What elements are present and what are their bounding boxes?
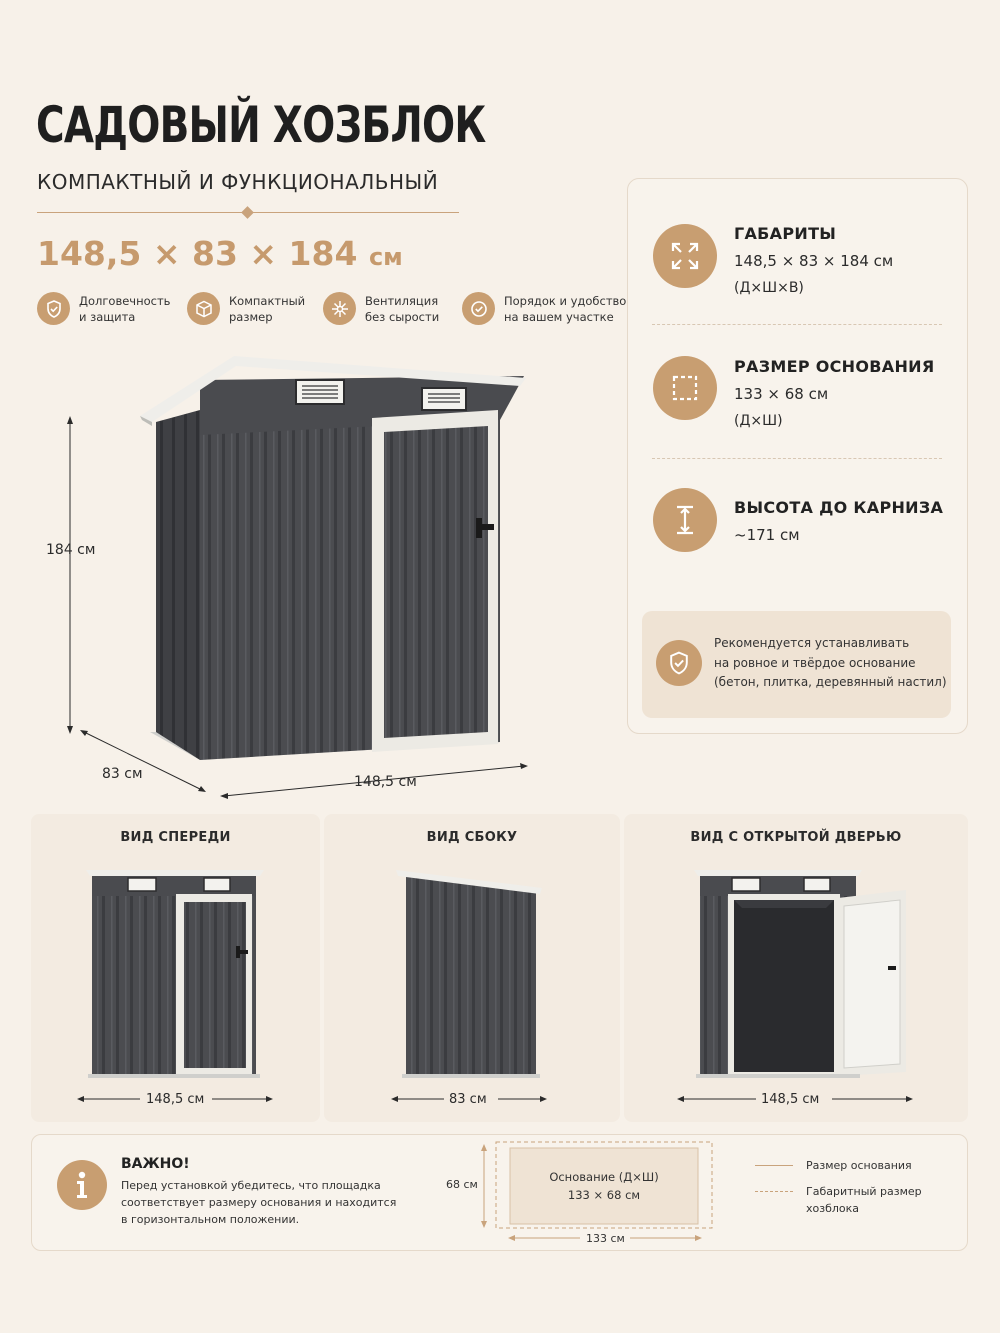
base-label: Основание (Д×Ш) [549,1170,659,1184]
view-open-title: ВИД С ОТКРЫТОЙ ДВЕРЬЮ [690,830,902,845]
eave-spec-value: ~171 см [734,526,800,544]
feature-label: Долговечность и защита [79,293,171,324]
overall-spec-sub: (Д×Ш×В) [734,280,804,296]
important-text: Перед установкой убедитесь, что площадка соответствует размеру основания и находится в горизонтальном положении. [121,1179,397,1226]
feature-label: Компактный размер [229,293,306,324]
feature-durability [37,292,170,325]
shed-front-view [74,866,278,1114]
dimensions-unit: см [368,243,403,271]
feature-label: Вентиляция без сырости [365,293,440,324]
view-side-dimension: 83 см [449,1092,487,1107]
feature-ventilation [323,292,439,325]
expand-arrows-icon [653,224,717,288]
dimensions-numbers: 148,5 × 83 × 184 [37,234,358,273]
important-title: ВАЖНО! [121,1156,190,1172]
page-subtitle: КОМПАКТНЫЙ И ФУНКЦИОНАЛЬНЫЙ [37,170,439,194]
base-spec-value: 133 × 68 см [734,385,829,403]
page-title: САДОВЫЙ ХОЗБЛОК [36,96,486,154]
feature-label: Порядок и удобство на вашем участке [504,293,627,324]
view-front-title: ВИД СПЕРЕДИ [120,830,231,845]
divider-diamond-icon [241,206,254,219]
base-spec-sub: (Д×Ш) [734,413,783,429]
spec-separator [652,458,942,459]
overall-spec-value: 148,5 × 83 × 184 см [734,252,894,270]
legend-dashed-line [755,1191,793,1192]
recommendation-text: Рекомендуется устанавливать на ровное и твёрдое основание (бетон, плитка, деревянный настил) [714,636,947,689]
feature-compact [187,292,305,325]
shield-check-icon [656,640,702,686]
feature-order [462,292,626,325]
height-arrow-icon [653,488,717,552]
height-dimension-label: 184 см [46,542,96,558]
legend-solid-label: Размер основания [806,1159,912,1172]
view-front-dimension: 148,5 см [146,1092,205,1107]
base-side-dimension: 68 см [446,1178,478,1191]
shed-open-door-view [676,866,916,1114]
spec-separator [652,324,942,325]
legend-dashed-label: Габаритный размер хозблока [806,1185,922,1215]
box-icon [187,292,220,325]
check-circle-icon [462,292,495,325]
base-value: 133 × 68 см [567,1188,641,1202]
dashed-square-icon [653,356,717,420]
shed-main-illustration [40,340,600,810]
overall-spec-title: ГАБАРИТЫ [734,224,837,243]
depth-dimension-label: 83 см [102,766,143,782]
base-spec-title: РАЗМЕР ОСНОВАНИЯ [734,357,935,376]
shed-side-view [388,866,558,1114]
base-bottom-dimension: 133 см [586,1232,625,1245]
shield-check-icon [37,292,70,325]
view-side-title: ВИД СБОКУ [426,830,518,845]
info-icon [57,1160,107,1210]
overall-dimensions [37,234,403,273]
eave-spec-title: ВЫСОТА ДО КАРНИЗА [734,498,944,517]
width-dimension-label: 148,5 см [354,774,417,790]
snowflake-vent-icon [323,292,356,325]
view-open-dimension: 148,5 см [761,1092,820,1107]
legend-solid-line [755,1165,793,1166]
